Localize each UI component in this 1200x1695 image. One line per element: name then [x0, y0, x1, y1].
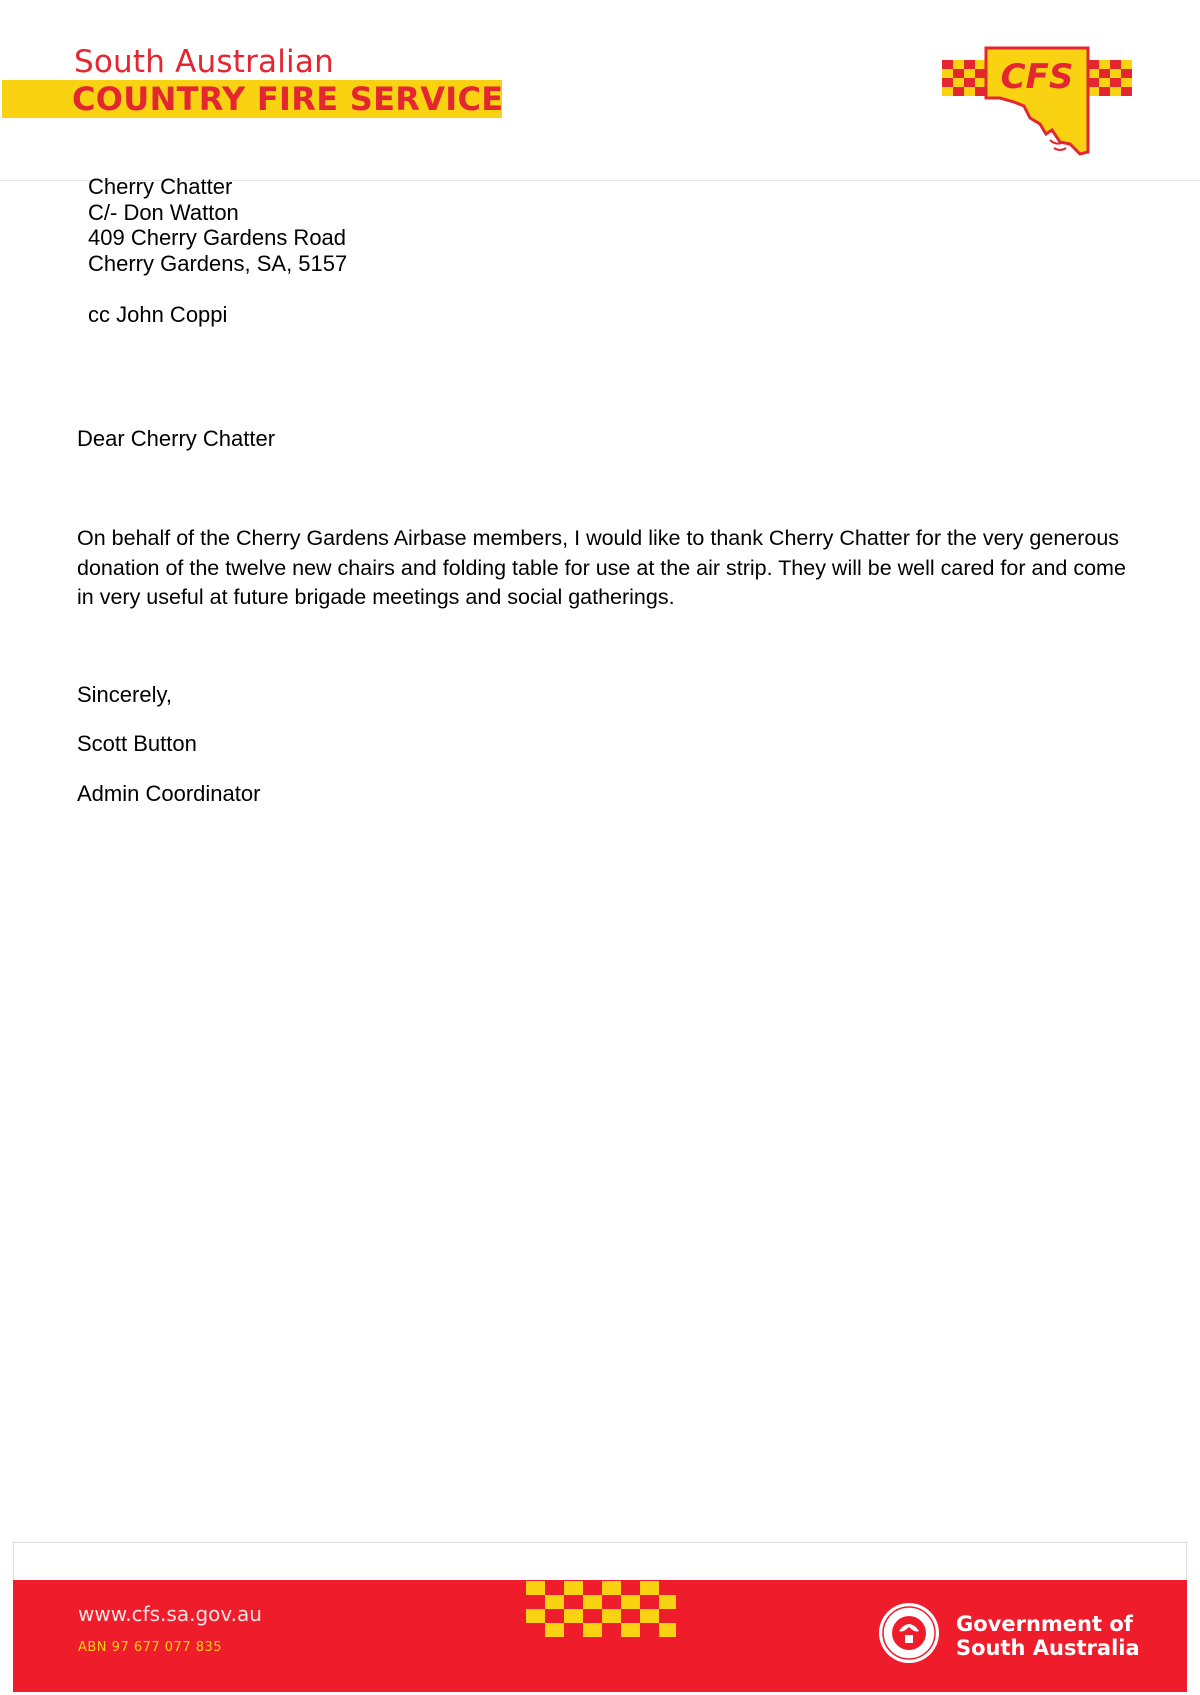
- closing: Sincerely,: [77, 682, 172, 707]
- salutation: Dear Cherry Chatter: [77, 426, 276, 451]
- government-seal-icon: [877, 1601, 941, 1665]
- letter-body: On behalf of the Cherry Gardens Airbase members, I would like to thank Cherry Chatter for the very generous donation of the twelve new chairs and folding table for use at the air strip. They will be well cared for and come in very useful at future brigade meetings and social gatherings.: [77, 526, 1126, 609]
- signer-name: Scott Button: [77, 731, 197, 756]
- logo-wordmark: CFS: [1000, 57, 1074, 97]
- gov-line1: Government of: [956, 1612, 1133, 1636]
- gov-line2: South Australia: [956, 1636, 1140, 1660]
- recipient-locality: Cherry Gardens, SA, 5157: [88, 250, 348, 276]
- government-wordmark: [956, 1612, 1140, 1660]
- cc-line: cc John Coppi: [88, 302, 228, 327]
- recipient-street: 409 Cherry Gardens Road: [88, 225, 347, 250]
- cfs-logo: [942, 44, 1132, 164]
- recipient-address: [88, 174, 347, 276]
- recipient-care-of: C/- Don Watton: [88, 199, 239, 225]
- logo-checker-right: [1088, 60, 1132, 96]
- recipient-name: Cherry Chatter: [88, 174, 233, 199]
- org-name-line1: South Australian: [74, 44, 334, 80]
- signer-title: Admin Coordinator: [77, 781, 261, 806]
- logo-checker-left: [942, 60, 986, 96]
- footer-website-link[interactable]: www.cfs.sa.gov.au: [78, 1602, 262, 1626]
- org-name-line2: COUNTRY FIRE SERVICE: [72, 80, 504, 118]
- organisation-wordmark: [0, 0, 520, 130]
- footer-checker-pattern: [526, 1581, 676, 1637]
- footer-abn: ABN 97 677 077 835: [78, 1640, 223, 1655]
